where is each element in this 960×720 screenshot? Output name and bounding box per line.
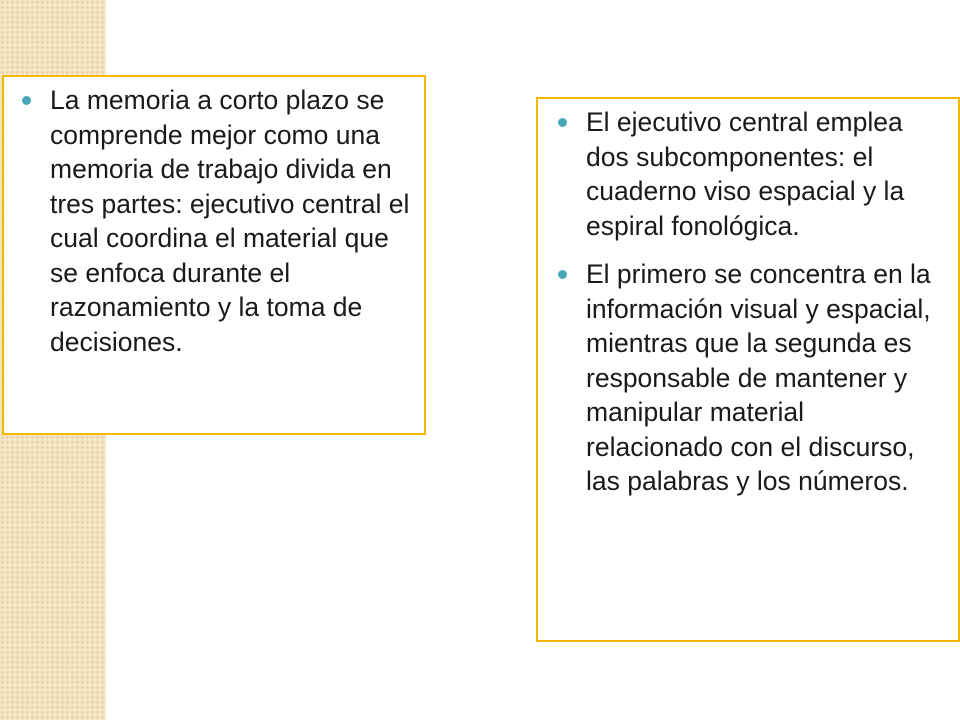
list-item-text: La memoria a corto plazo se comprende mejor como una memoria de trabajo divida en tres partes: ejecutivo central el cual coordina el material que se enfoca durante el razonamiento y la toma de decisiones. [50, 85, 410, 357]
left-text-box [2, 75, 426, 435]
bullet-icon [558, 118, 567, 127]
right-bullet-list [558, 105, 948, 499]
left-bullet-list [22, 83, 414, 359]
list-item [558, 257, 948, 499]
bullet-icon [558, 270, 567, 279]
list-item-text: El ejecutivo central emplea dos subcomponentes: el cuaderno viso espacial y la espiral fonológica. [586, 107, 905, 241]
list-item [558, 105, 948, 243]
list-item [22, 83, 414, 359]
list-item-text: El primero se concentra en la información visual y espacial, mientras que la segunda es responsable de mantener y manipular material relacionado con el discurso, las palabras y los números. [586, 259, 931, 496]
right-text-box [536, 97, 960, 642]
bullet-icon [22, 96, 31, 105]
